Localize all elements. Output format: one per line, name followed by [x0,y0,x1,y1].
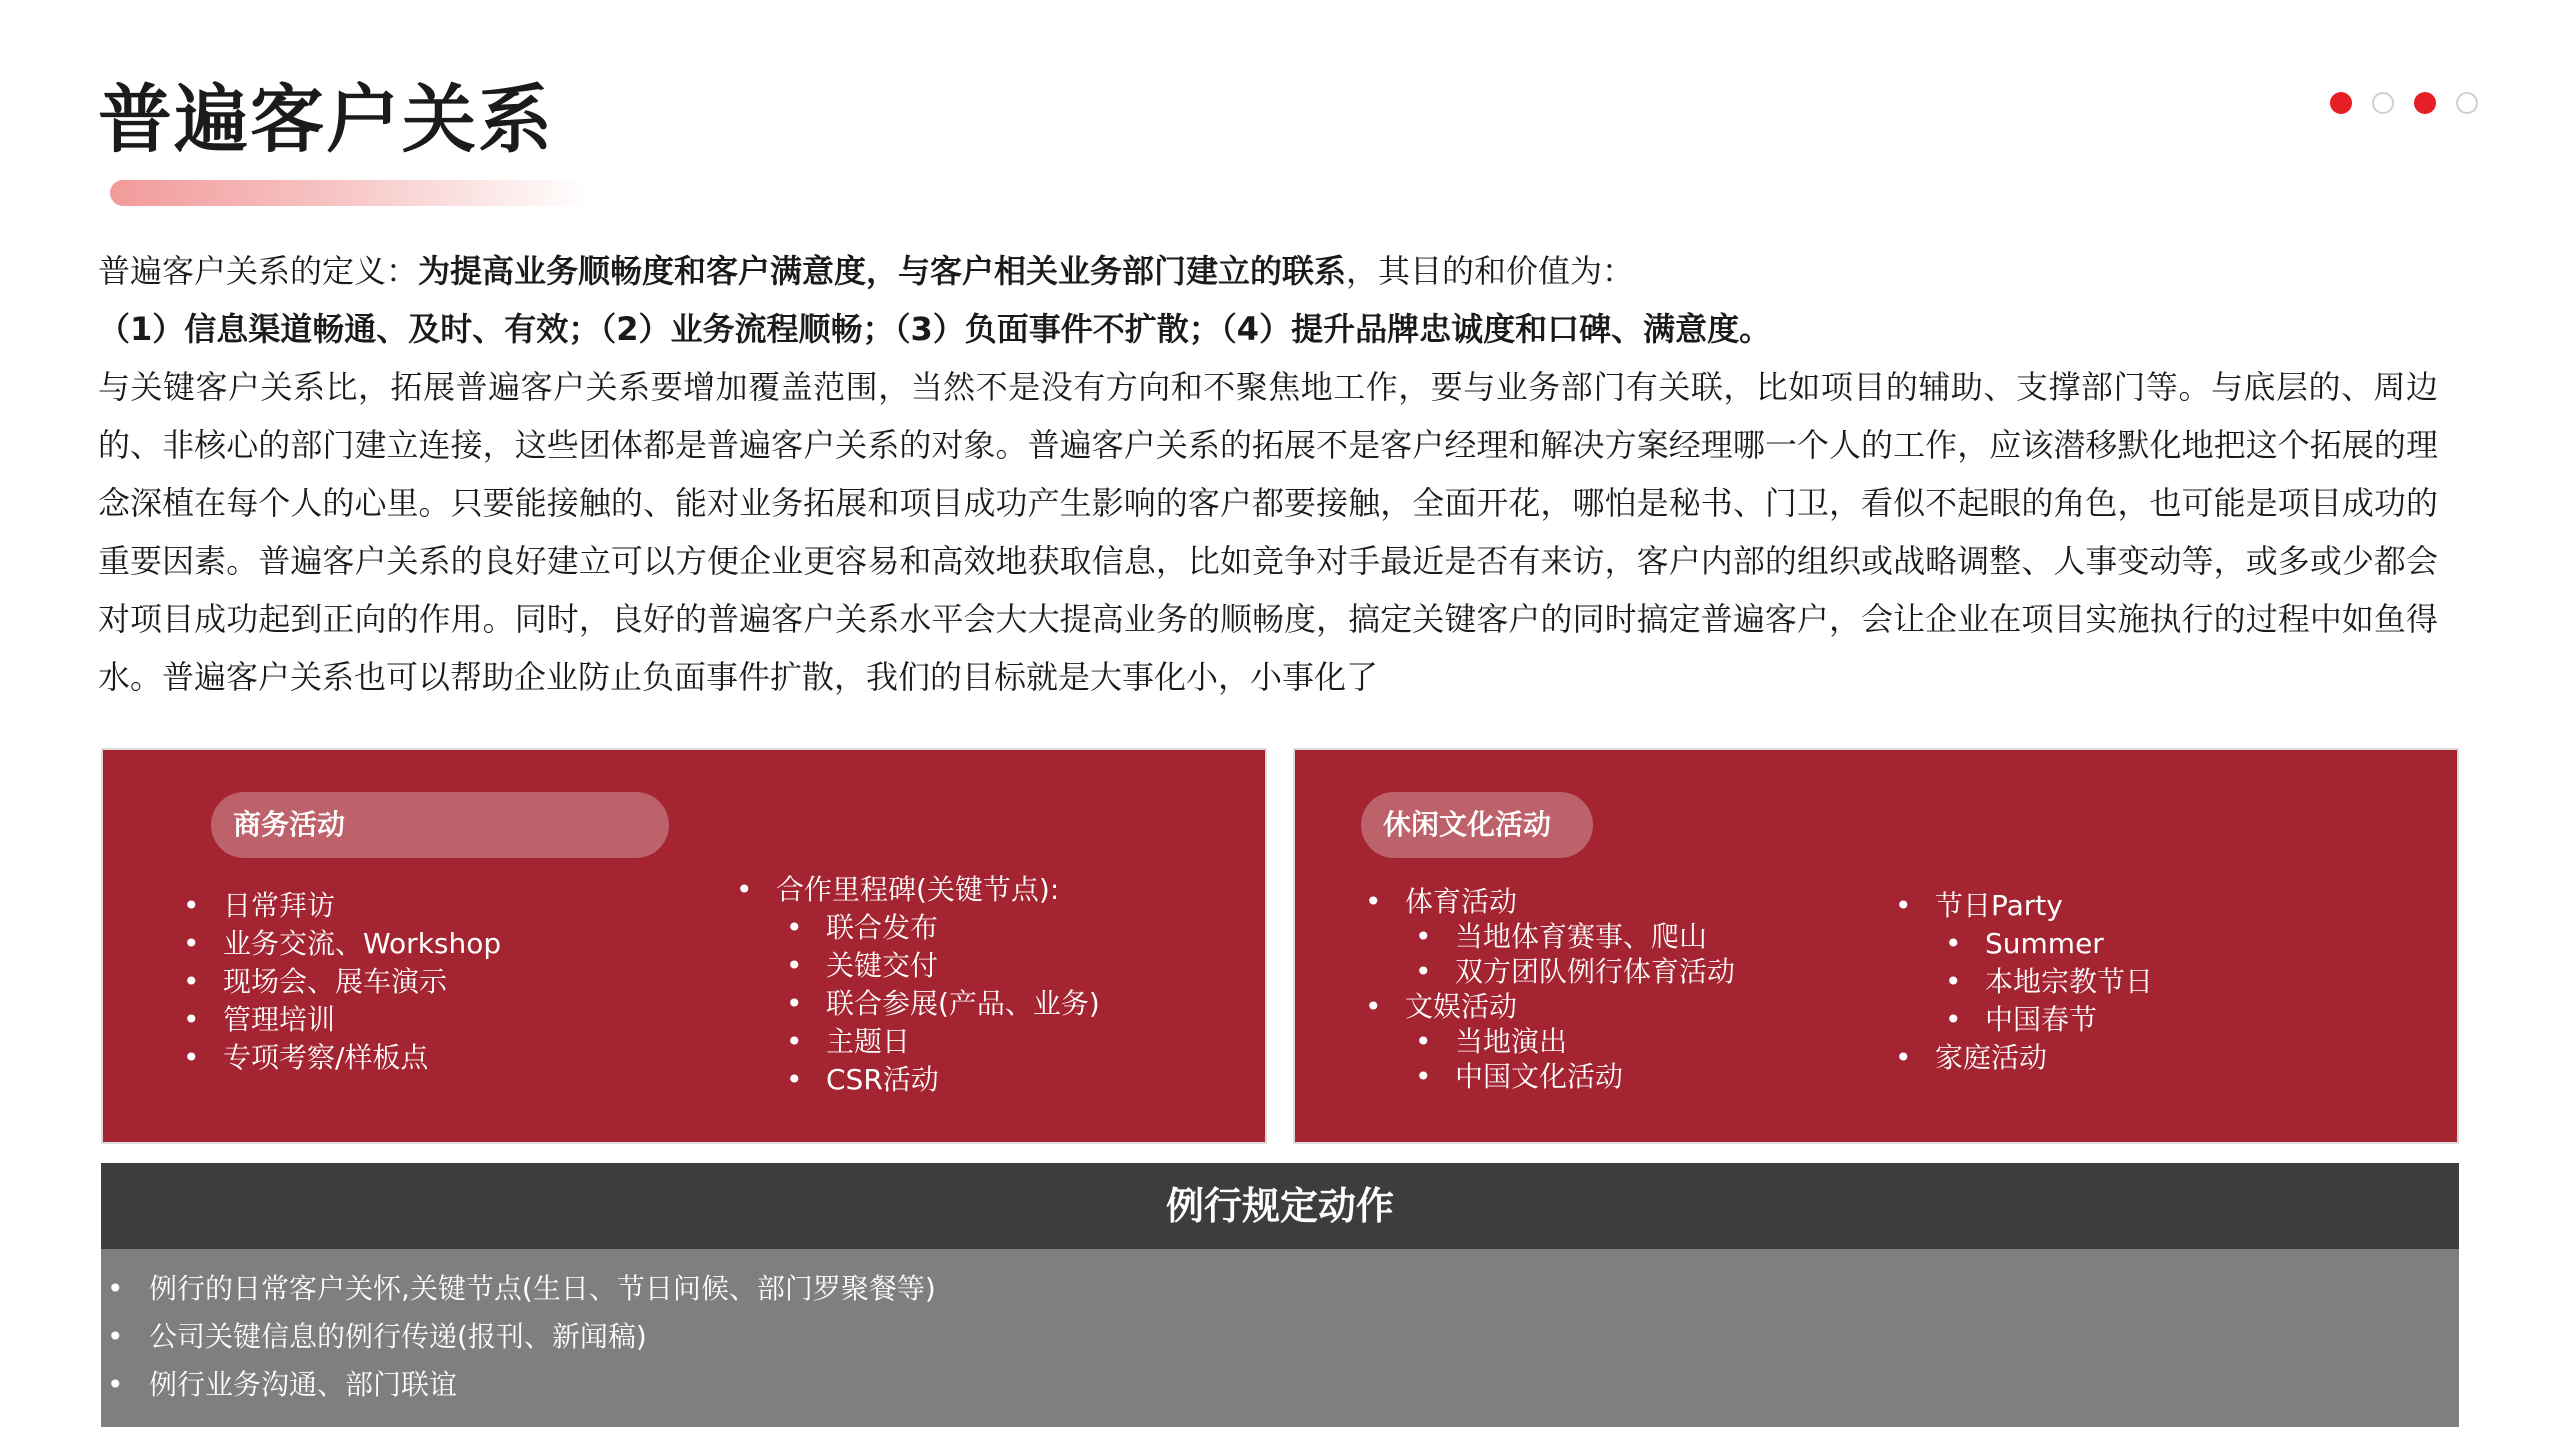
value-points-line [98,300,2438,358]
list-item: • 管理培训 [183,1001,501,1039]
list-item: • 专项考察/样板点 [183,1039,501,1077]
list-item: • 现场会、展车演示 [183,963,501,1001]
list-item: • 中国春节 [1895,1001,2153,1039]
sports-activities: • 体育活动 [1365,884,1735,919]
entertainment-activities: • 文娱活动 [1365,989,1735,1024]
routine-actions-list [107,1265,936,1409]
leisure-left-list [1365,884,1735,1094]
milestones-title: • 合作里程碑(关键节点): [736,871,1100,909]
list-item: • 主题日 [736,1023,1100,1061]
list-item: • 联合参展(产品、业务) [736,985,1100,1023]
list-item: • 例行业务沟通、部门联谊 [107,1361,936,1409]
leisure-activities-label: 休闲文化活动 [1361,792,1593,858]
definition-prefix: 普遍客户关系的定义： [98,252,419,290]
leisure-activities-panel [1293,748,2459,1144]
page-title: 普遍客户关系 [98,77,554,163]
pagination-dot-2[interactable] [2372,92,2394,114]
routine-actions-header: 例行规定动作 [101,1163,2459,1249]
list-item: • 双方团队例行体育活动 [1365,954,1735,989]
routine-actions-body [101,1249,2459,1427]
pagination-dots [2330,92,2478,114]
definition-line [98,242,2438,300]
business-activities-panel [101,748,1267,1144]
definition-bold: 为提高业务顺畅度和客户满意度，与客户相关业务部门建立的联系 [418,252,1347,290]
value-points: （1）信息渠道畅通、及时、有效；（2）业务流程顺畅；（3）负面事件不扩散；（4）提升品牌忠诚度和口碑、满意度。 [98,310,1772,348]
pagination-dot-4[interactable] [2456,92,2478,114]
pagination-dot-3[interactable] [2414,92,2436,114]
list-item: • 业务交流、Workshop [183,925,501,963]
title-underline-decoration [110,180,590,206]
list-item: • CSR活动 [736,1061,1100,1099]
list-item: • 当地演出 [1365,1024,1735,1059]
list-item: • 当地体育赛事、爬山 [1365,919,1735,954]
family-activities: • 家庭活动 [1895,1039,2153,1077]
milestones-list [736,871,1100,1099]
business-activities-list [183,887,501,1077]
list-item: • 例行的日常客户关怀,关键节点(生日、节日问候、部门罗聚餐等) [107,1265,936,1313]
leisure-right-list [1895,887,2153,1077]
list-item: • 本地宗教节日 [1895,963,2153,1001]
intro-body-paragraph: 与关键客户关系比，拓展普遍客户关系要增加覆盖范围，当然不是没有方向和不聚焦地工作，要与业务部门有关联，比如项目的辅助、支撑部门等。与底层的、周边的、非核心的部门建立连接，这些团体都是普遍客户关系的对象。普遍客户关系的拓展不是客户经理和解决方案经理哪一个人的工作，应该潜移默化地把这个拓展的理念深植在每个人的心里。只要能接触的、能对业务拓展和项目成功产生影响的客户都要接触，全面开花，哪怕是秘书、门卫，看似不起眼的角色，也可能是项目成功的重要因素。普遍客户关系的良好建立可以方便企业更容易和高效地获取信息，比如竞争对手最近是否有来访，客户内部的组织或战略调整、人事变动等，或多或少都会对项目成功起到正向的作用。同时，良好的普遍客户关系水平会大大提高业务的顺畅度，搞定关键客户的同时搞定普遍客户，会让企业在项目实施执行的过程中如鱼得水。普遍客户关系也可以帮助企业防止负面事件扩散，我们的目标就是大事化小，小事化了 [98,368,2438,696]
holiday-party: • 节日Party [1895,887,2153,925]
list-item: • 联合发布 [736,909,1100,947]
list-item: • 中国文化活动 [1365,1059,1735,1094]
list-item: • Summer [1895,925,2153,963]
list-item: • 公司关键信息的例行传递(报刊、新闻稿) [107,1313,936,1361]
pagination-dot-1[interactable] [2330,92,2352,114]
list-item: • 关键交付 [736,947,1100,985]
list-item: • 日常拜访 [183,887,501,925]
intro-text [98,242,2438,706]
definition-suffix: ，其目的和价值为： [1346,252,1635,290]
business-activities-label: 商务活动 [211,792,669,858]
